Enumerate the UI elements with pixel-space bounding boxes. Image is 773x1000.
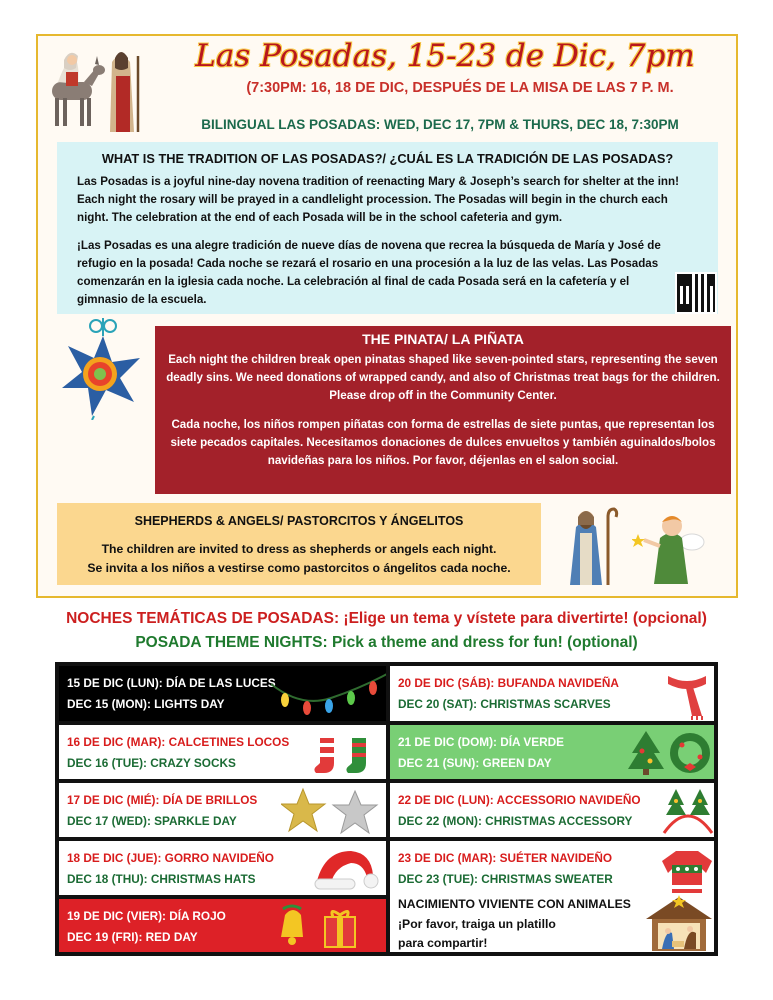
theme-night-dec17 [57,781,388,839]
theme-night-dec17-es: 17 DE DIC (MIÉ): DÍA DE BRILLOS [67,793,258,807]
theme-night-dec22-en: DEC 22 (MON): CHRISTMAS ACCESSORY [398,814,633,828]
theme-nights-grid [55,662,718,956]
theme-night-dec15 [57,664,388,723]
nativity-note-l1: ¡Por favor, traiga un platillo [398,917,556,931]
theme-night-dec15-es: 15 DE DIC (LUN): DÍA DE LAS LUCES [67,676,276,690]
theme-night-dec16 [57,723,388,781]
sweater-icon [660,847,714,895]
theme-night-dec23-en: DEC 23 (TUE): CHRISTMAS SWEATER [398,872,613,886]
theme-night-dec19 [57,897,388,954]
page-title: Las Posadas, 15-23 de Dic, 7pm [195,38,695,74]
theme-night-dec23 [388,839,716,954]
theme-night-dec22-es: 22 DE DIC (LUN): ACCESSORIO NAVIDEÑO [398,793,641,807]
pinata-section [155,326,731,494]
theme-night-dec16-en: DEC 16 (TUE): CRAZY SOCKS [67,756,236,770]
theme-night-dec16-es: 16 DE DIC (MAR): CALCETINES LOCOS [67,735,290,749]
shepherds-text-en: The children are invited to dress as shepherds or angels each night. [101,542,497,556]
angel-icon [632,506,708,584]
stars-icon [281,787,381,837]
pinata-text-en: Each night the children break open pinatas shaped like seven-pointed stars, representing the seven deadly sins. We need donations of wrapped candy, and also of Christmas treat bags for the children. Please drop off in the Community Center. [166,353,720,402]
theme-nights-heading-es: NOCHES TEMÁTICAS DE POSADAS: ¡Elige un tema y vístete para divertirte! (opcional) [66,610,707,627]
pinata-text-es: Cada noche, los niños rompen piñatas con forma de estrellas de siete puntas, que representan los siete pecados capitales. Necesitamos donaciones de dulces envueltos y también aguinaldos/bolos navideñas para los niños. Por favor, déjenlas en el salon social. [170,418,716,467]
theme-night-dec20-en: DEC 20 (SAT): CHRISTMAS SCARVES [398,697,611,711]
qr-code-icon[interactable] [675,272,717,314]
theme-night-dec20-es: 20 DE DIC (SÁB): BUFANDA NAVIDEÑA [398,676,619,690]
nativity-icon [644,895,714,953]
tradition-text-es: ¡Las Posadas es una alegre tradición de nueve días de novena que recrea la búsqueda de María y José de refugio en la posada! Cada noche se rezará el rosario en una procesión a la luz de las velas. Las Posadas comenzarán en la iglesia cada noche. La celebración al final de cada Posada será en la cafetería y el gimnasio de la escuela. [77,239,661,306]
tree-wreath-icon [626,727,714,779]
theme-night-dec19-en: DEC 19 (FRI): RED DAY [67,930,198,944]
shepherd-icon [562,503,620,587]
pinata-heading: THE PINATA/ LA PIÑATA [362,331,524,347]
shepherds-heading: SHEPHERDS & ANGELS/ PASTORCITOS Y ÁNGELITOS [134,514,464,528]
headband-icon [660,785,716,837]
shepherds-section [57,503,541,585]
theme-night-dec21 [388,723,716,781]
theme-night-dec17-en: DEC 17 (WED): SPARKLE DAY [67,814,237,828]
tradition-heading: WHAT IS THE TRADITION OF LAS POSADAS?/ ¿CUÁL ES LA TRADICIÓN DE LAS POSADAS? [101,151,674,166]
santa-hat-icon [311,845,383,895]
nativity-heading: NACIMIENTO VIVIENTE CON ANIMALES [398,897,631,911]
theme-night-dec21-en: DEC 21 (SUN): GREEN DAY [398,756,552,770]
theme-night-dec18-es: 18 DE DIC (JUE): GORRO NAVIDEÑO [67,851,274,865]
tradition-text-en: Las Posadas is a joyful nine-day novena tradition of reenacting Mary & Joseph’s search for shelter at the inn! Each night the rosary will be prayed in a candlelight procession. The Posadas will begin in the church each night. The celebration at the end of each Posada will be in the school cafeteria and gym. [77,175,679,224]
bilingual-schedule: BILINGUAL LAS POSADAS: WED, DEC 17, 7PM & THURS, DEC 18, 7:30PM [201,117,679,132]
theme-night-dec19-es: 19 DE DIC (VIER): DÍA ROJO [67,909,226,923]
theme-night-dec21-es: 21 DE DIC (DOM): DÍA VERDE [398,735,565,749]
theme-night-dec15-en: DEC 15 (MON): LIGHTS DAY [67,697,225,711]
page-subtitle: (7:30PM: 16, 18 DE DIC, DESPUÉS DE LA MISA DE LAS 7 P. M. [246,80,674,96]
shepherds-text [57,540,541,578]
theme-night-dec18 [57,839,388,897]
theme-night-dec23-es: 23 DE DIC (MAR): SUÉTER NAVIDEÑO [398,851,613,865]
theme-night-dec20 [388,664,716,723]
star-pinata-icon [54,316,152,420]
bell-gift-icon [271,903,361,951]
string-lights-icon [271,668,387,722]
tradition-section [57,142,718,314]
theme-night-dec22 [388,781,716,839]
scarf-icon [662,670,712,720]
nativity-note-l2: para compartir! [398,936,488,950]
shepherds-text-es: Se invita a los niños a vestirse como pastorcitos o ángelitos cada noche. [87,561,511,575]
theme-night-dec18-en: DEC 18 (THU): CHRISTMAS HATS [67,872,256,886]
socks-icon [312,729,384,779]
theme-nights-heading-en: POSADA THEME NIGHTS: Pick a theme and dress for fun! (optional) [135,634,638,651]
